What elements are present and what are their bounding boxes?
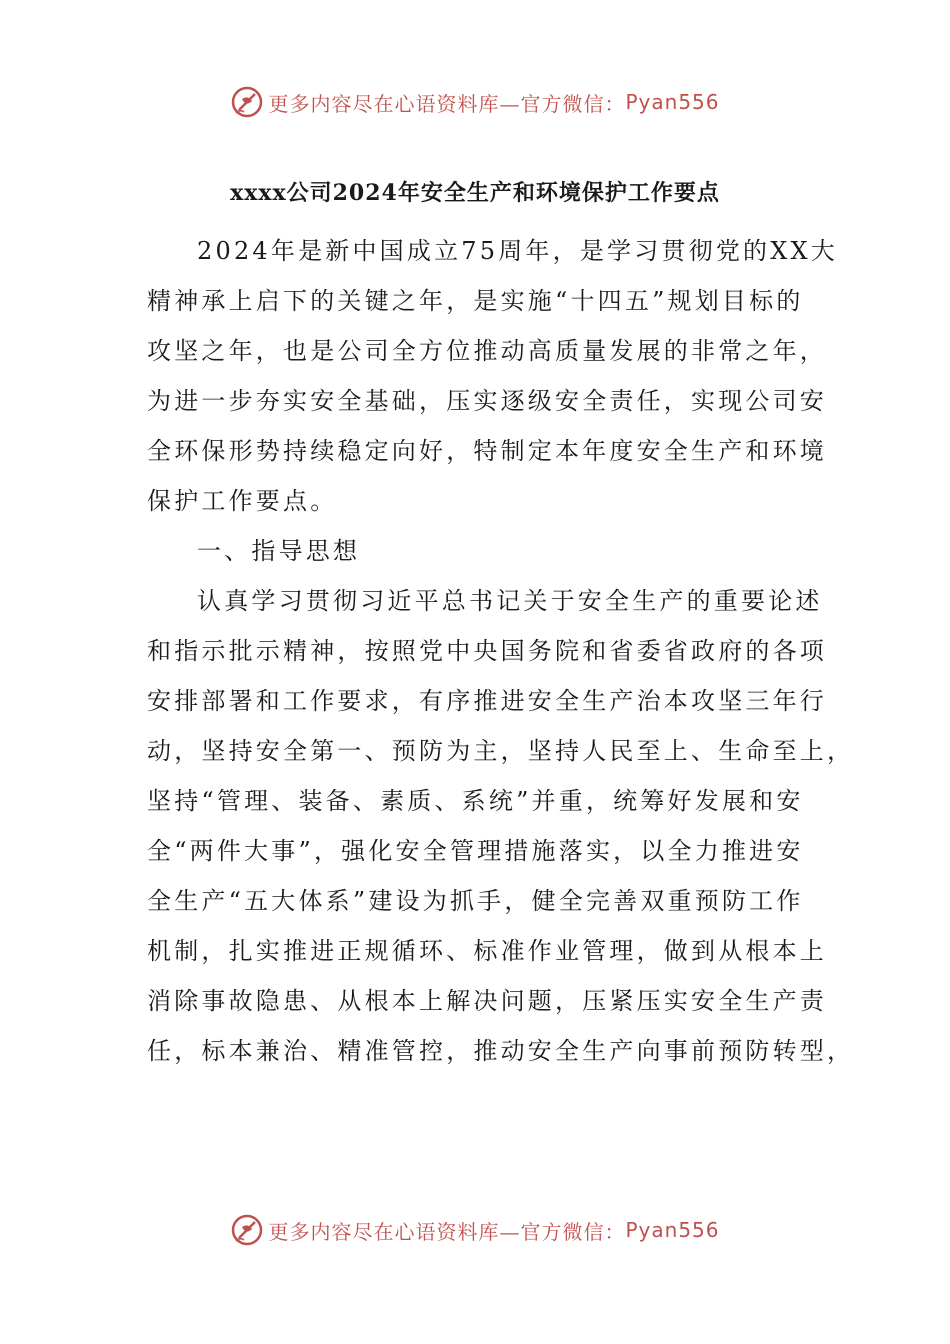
paragraph-line: 2024年是新中国成立75周年，是学习贯彻党的XX大 bbox=[197, 237, 838, 265]
quill-seal-icon bbox=[230, 85, 264, 119]
paragraph-line: 消除事故隐患、从根本上解决问题，压紧压实安全生产责 bbox=[147, 987, 827, 1015]
paragraph-line: 攻坚之年，也是公司全方位推动高质量发展的非常之年， bbox=[147, 337, 827, 365]
paragraph-line: 和指示批示精神，按照党中央国务院和省委省政府的各项 bbox=[147, 637, 827, 665]
paragraph-line: 为进一步夯实安全基础，压实逐级安全责任，实现公司安 bbox=[147, 387, 827, 415]
watermark-banner-bottom bbox=[0, 1210, 950, 1250]
paragraph-line: 全生产“五大体系”建设为抓手，健全完善双重预防工作 bbox=[147, 887, 804, 915]
document-title: xxxx公司2024年安全生产和环境保护工作要点 bbox=[230, 180, 720, 206]
quill-seal-icon bbox=[230, 1213, 264, 1247]
document-body bbox=[147, 226, 855, 1076]
watermark-wechat-id: Pyan556 bbox=[625, 1218, 720, 1242]
section-heading: 一、指导思想 bbox=[197, 537, 361, 565]
paragraph-line: 全“两件大事”，强化安全管理措施落实，以全力推进安 bbox=[147, 837, 804, 865]
watermark-text: 更多内容尽在心语资料库—官方微信： bbox=[268, 1219, 626, 1244]
paragraph-line: 精神承上启下的关键之年，是实施“十四五”规划目标的 bbox=[147, 287, 804, 315]
paragraph-line: 机制，扎实推进正规循环、标准作业管理，做到从根本上 bbox=[147, 937, 827, 965]
watermark-banner-top bbox=[0, 82, 950, 122]
paragraph-line: 任，标本兼治、精准管控，推动安全生产向事前预防转型， bbox=[147, 1037, 855, 1065]
watermark-wechat-id: Pyan556 bbox=[625, 90, 720, 114]
paragraph-line: 安排部署和工作要求，有序推进安全生产治本攻坚三年行 bbox=[147, 687, 827, 715]
watermark-text: 更多内容尽在心语资料库—官方微信： bbox=[268, 91, 626, 116]
paragraph-line: 认真学习贯彻习近平总书记关于安全生产的重要论述 bbox=[197, 587, 823, 615]
paragraph-line: 动，坚持安全第一、预防为主，坚持人民至上、生命至上， bbox=[147, 737, 855, 765]
paragraph-line: 保护工作要点。 bbox=[147, 487, 338, 515]
paragraph-line: 全环保形势持续稳定向好，特制定本年度安全生产和环境 bbox=[147, 437, 827, 465]
paragraph-line: 坚持“管理、装备、素质、系统”并重，统筹好发展和安 bbox=[147, 787, 804, 815]
